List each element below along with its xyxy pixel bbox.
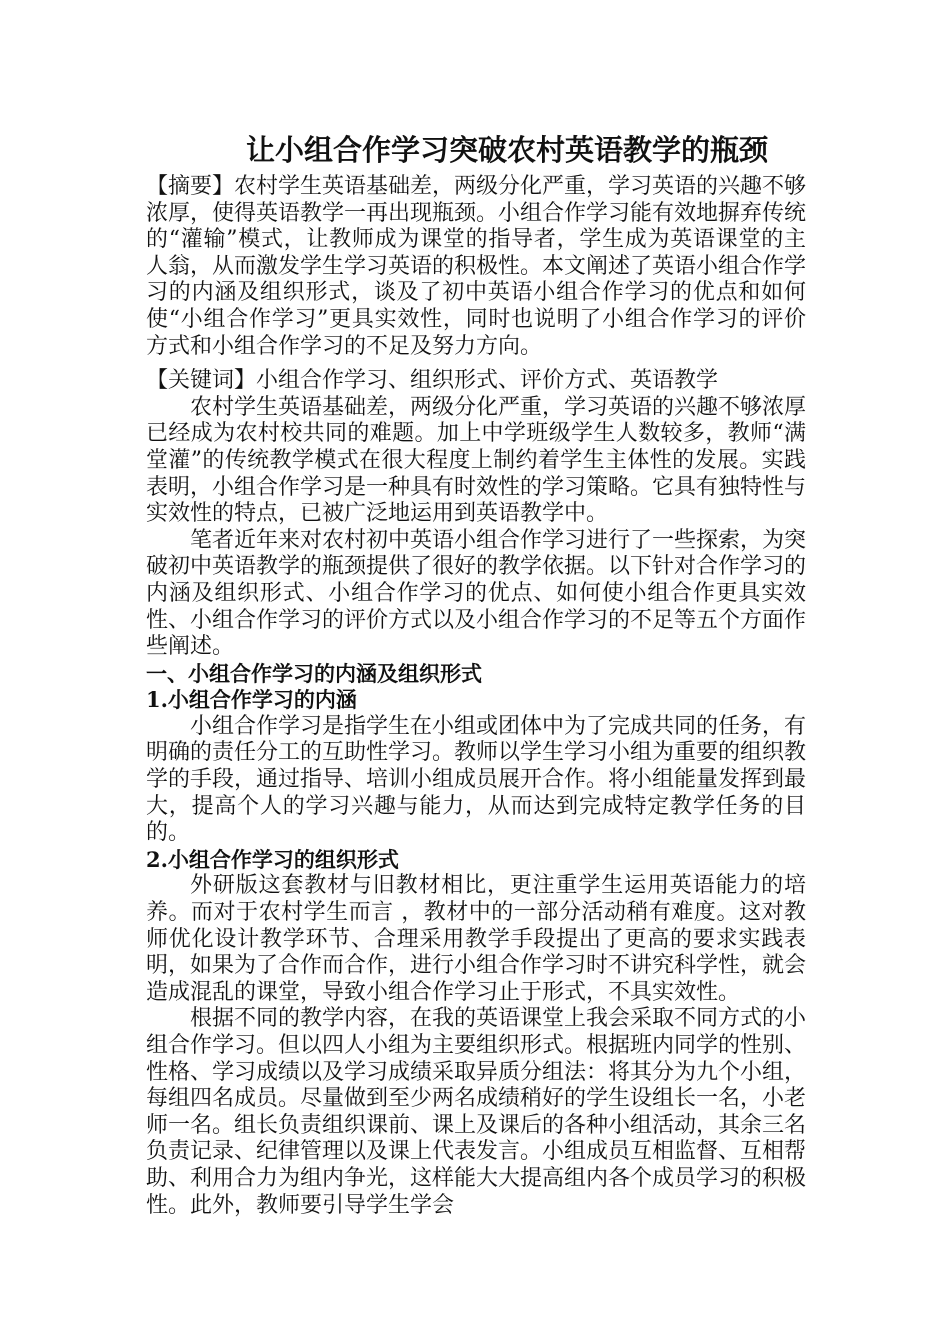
subsection-1-paragraph: 小组合作学习是指学生在小组或团体中为了完成共同的任务，有明确的责任分工的互助性学习。教师以学生学习小组为重要的组织教学的手段，通过指导、培训小组成员展开合作。将小组能量发挥到最大，提高个人的学习兴趣与能力，从而达到完成特定教学任务的目的。 (146, 713, 807, 846)
subsection-1-heading: 1.小组合作学习的内涵 (146, 687, 357, 713)
document-page (146, 128, 806, 1219)
intro-paragraph-2: 笔者近年来对农村初中英语小组合作学习进行了一些探索，为突破初中英语教学的瓶颈提供了很好的教学依据。以下针对合作学习的内涵及组织形式、小组合作学习的优点、如何使小组合作更具实效性、小组合作学习的评价方式以及小组合作学习的不足等五个方面作些阐述。 (146, 527, 807, 660)
subsection-2-paragraph-1: 外研版这套教材与旧教材相比，更注重学生运用英语能力的培养。而对于农村学生而言 ，教材中的一部分活动稍有难度。这对教师优化设计教学环节、合理采用教学手段提出了更高的要求实践表明，如果为了合作而合作，进行小组合作学习时不讲究科学性，就会造成混乱的课堂，导致小组合作学习止于形式，不具实效性。 (146, 873, 807, 1005)
abstract-paragraph: 【摘要】农村学生英语基础差，两级分化严重，学习英语的兴趣不够浓厚，使得英语教学一再出现瓶颈。小组合作学习能有效地摒弃传统的“灌输”模式，让教师成为课堂的指导者，学生成为英语课堂的主人翁，从而激发学生学习英语的积极性。本文阐述了英语小组合作学习的内涵及组织形式，谈及了初中英语小组合作学习的优点和如何使“小组合作学习”更具实效性，同时也说明了小组合作学习的评价方式和小组合作学习的不足及努力方向。 (146, 174, 807, 359)
section-1-heading: 一、小组合作学习的内涵及组织形式 (146, 660, 482, 686)
keywords-line: 【关键词】小组合作学习、组织形式、评价方式、英语教学 (146, 368, 719, 394)
subsection-2-heading: 2.小组合作学习的组织形式 (146, 846, 399, 872)
intro-paragraph-1: 农村学生英语基础差，两级分化严重，学习英语的兴趣不够浓厚已经成为农村校共同的难题。加上中学班级学生人数较多，教师“满堂灌”的传统教学模式在很大程度上制约着学生主体性的发展。实践表明，小组合作学习是一种具有时效性的学习策略。它具有独特性与实效性的特点，已被广泛地运用到英语教学中。 (146, 394, 807, 527)
document-title: 让小组合作学习突破农村英语教学的瓶颈 (246, 133, 769, 167)
subsection-2-paragraph-2: 根据不同的教学内容，在我的英语课堂上我会采取不同方式的小组合作学习。但以四人小组为主要组织形式。根据班内同学的性别、性格、学习成绩以及学习成绩采取异质分组法：将其分为九个小组，每组四名成员。尽量做到至少两名成绩稍好的学生设组长一名，小老师一名。组长负责组织课前、课上及课后的各种小组活动，其余三名负责记录、纪律管理以及课上代表发言。小组成员互相监督、互相帮助、利用合力为组内争光，这样能大大提高组内各个成员学习的积极性。此外，教师要引导学生学会 (146, 1006, 807, 1218)
